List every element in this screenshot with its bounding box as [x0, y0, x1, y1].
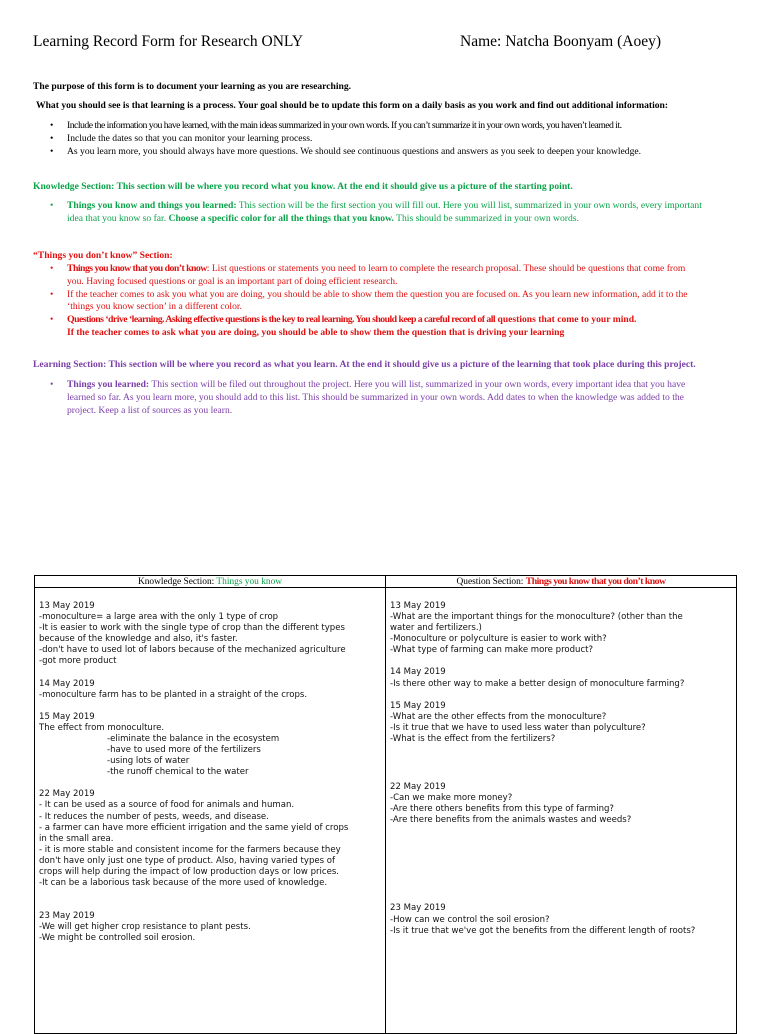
entry-line: -eliminate the balance in the ecosystem [107, 733, 280, 744]
question-entries [386, 588, 736, 937]
question-column-header: Question Section: Things you know that you don’t know [386, 576, 737, 588]
entry-line: The effect from monoculture. [39, 722, 165, 733]
list-item: • Include the dates so that you can monitor your learning process. [50, 132, 313, 144]
entry-line: -got more product [39, 656, 117, 667]
entry-line: -It is easier to work with the single type of crop than the different types [39, 623, 345, 634]
record-entry [390, 701, 736, 745]
knowledge-entries [35, 588, 385, 944]
knowledge-column-header: Knowledge Section: Things you know [35, 576, 386, 588]
entry-line: -using lots of water [107, 756, 190, 767]
entry-line: -We will get higher crop resistance to plant pests. [39, 922, 251, 933]
student-name: Name: Natcha Boonyam (Aoey) [460, 33, 662, 50]
entry-line: -What are the important things for the monoculture? (other than the [390, 612, 683, 623]
record-entry [390, 903, 736, 936]
entry-line: in the small area. [39, 833, 114, 844]
list-item: • If the teacher comes to ask you what you are doing, you should be able to show them the question you are focused on. As you learn new information, add it to the ‘things you know section’ in a different color. [50, 288, 688, 313]
entry-date: 23 May 2019 [39, 911, 95, 922]
entry-date: 13 May 2019 [390, 601, 446, 611]
entry-date: 22 May 2019 [390, 782, 446, 793]
entry-line: -Is it true that we have to used less water than polyculture? [390, 722, 646, 733]
form-header [33, 33, 708, 53]
entry-line: -have to used more of the fertilizers [107, 745, 261, 756]
intro-bullets [50, 120, 748, 158]
record-entry [39, 911, 385, 944]
dontknow-bullets [50, 263, 748, 340]
entry-line: -We might be controlled soil erosion. [39, 933, 196, 944]
list-item: • Things you know and things you learned: This section will be the first section you will fill out. Here you will list, summarized in your own words, every important idea that you know so far. Choose a specific color for all the things that you know. This should be summarized in your own words. [50, 200, 702, 224]
list-item: • Include the information you have learned, with the main ideas summarized in your own words. If you can’t summarize it in your own words, you haven’t learned it. [50, 120, 622, 131]
record-entry [39, 601, 385, 668]
record-entry [390, 782, 736, 826]
entry-date: 14 May 2019 [39, 678, 95, 689]
entry-line: -monoculture= a large area with the only 1 type of crop [39, 612, 279, 623]
entry-date: 23 May 2019 [390, 903, 446, 914]
knowledge-heading: Knowledge Section: This section will be where you record what you know. At the end it should give us a picture of the starting point. [33, 181, 573, 192]
record-entry [39, 789, 385, 889]
entry-date: 15 May 2019 [390, 700, 446, 711]
entry-line: don't have only just one type of product. Also, having varied types of [39, 855, 336, 866]
entry-line: -Are there benefits from the animals wastes and weeds? [390, 815, 632, 826]
knowledge-bullets [50, 200, 748, 226]
entry-line: -Is there other way to make a better design of monoculture farming? [390, 678, 685, 689]
entry-line: - a farmer can have more efficient irrigation and the same yield of crops [39, 822, 349, 833]
entry-line: - It reduces the number of pests, weeds, and disease. [39, 811, 269, 822]
entry-line: -What type of farming can make more product? [390, 645, 594, 656]
entry-line: -the runoff chemical to the water [107, 767, 249, 778]
goal-text: What you should see is that learning is a process. Your goal should be to update this form on a daily basis as you work and find out additional information: [36, 100, 669, 111]
entry-date: 13 May 2019 [39, 601, 95, 611]
entry-line: -Is it true that we've got the benefits from the different length of roots? [390, 925, 696, 936]
list-item: • Things you learned: This section will be filed out throughout the project. Here you will list, summarized in your own words, every important idea that you have learned so far. As you learn more, you should add to this list. This should be summarized in your own words. Add dates to when the knowledge was added to the project. Keep a list of sources as you learn. [50, 379, 686, 416]
record-entry [39, 679, 385, 701]
entry-line: - It can be used as a source of food for animals and human. [39, 800, 295, 811]
question-cell [386, 588, 737, 1034]
entry-line: -How can we control the soil erosion? [390, 914, 550, 925]
record-table [34, 575, 737, 1034]
entry-line: -monoculture farm has to be planted in a straight of the crops. [39, 689, 308, 700]
form-title: Learning Record Form for Research ONLY [33, 33, 304, 50]
entry-line: crops will help during the impact of low production days or low prices. [39, 866, 340, 877]
knowledge-cell [35, 588, 386, 1034]
entry-line: -Are there others benefits from this type of farming? [390, 804, 614, 815]
learning-bullets [50, 379, 748, 417]
record-entry [39, 712, 385, 779]
entry-date: 14 May 2019 [390, 667, 446, 678]
entry-line: -What is the effect from the fertilizers? [390, 733, 556, 744]
entry-line: - it is more stable and consistent income for the farmers because they [39, 844, 341, 855]
entry-date: 15 May 2019 [39, 711, 95, 722]
entry-line: -Can we make more money? [390, 793, 513, 804]
entry-date: 22 May 2019 [39, 789, 95, 800]
record-entry [390, 667, 736, 689]
entry-line: water and fertilizers.) [390, 623, 482, 634]
entry-line: -don't have to used lot of labors because of the mechanized agriculture [39, 645, 346, 656]
list-item: • Questions ‘drive ‘learning. Asking effective questions is the key to real learning. You should keep a careful record of all questions that come to your mind. If the teacher comes to ask what you are doing, you should be able to show them the question that is driving your learning [50, 314, 637, 338]
purpose-text: The purpose of this form is to document your learning as you are researching. [33, 81, 352, 92]
learning-heading: Learning Section: This section will be where you record as what you learn. At the end it should give us a picture of the learning that took place during this project. [33, 359, 696, 370]
entry-line: -It can be a laborious task because of the more used of knowledge. [39, 878, 328, 889]
entry-line: -Monoculture or polyculture is easier to work with? [390, 634, 607, 645]
dontknow-heading: “Things you don’t know” Section: [33, 250, 173, 261]
record-entry [390, 601, 736, 656]
list-item: • As you learn more, you should always have more questions. We should see continuous questions and answers as you seek to deepen your knowledge. [50, 145, 642, 157]
entry-line: -What are the other effects from the monoculture? [390, 711, 607, 722]
list-item: • Things you know that you don’t know: List questions or statements you need to learn to complete the research proposal. These should be questions that come from you. Having focused questions or goal is an important part of doing efficient research. [50, 263, 686, 287]
entry-line: because of the knowledge and also, it's faster. [39, 634, 238, 645]
